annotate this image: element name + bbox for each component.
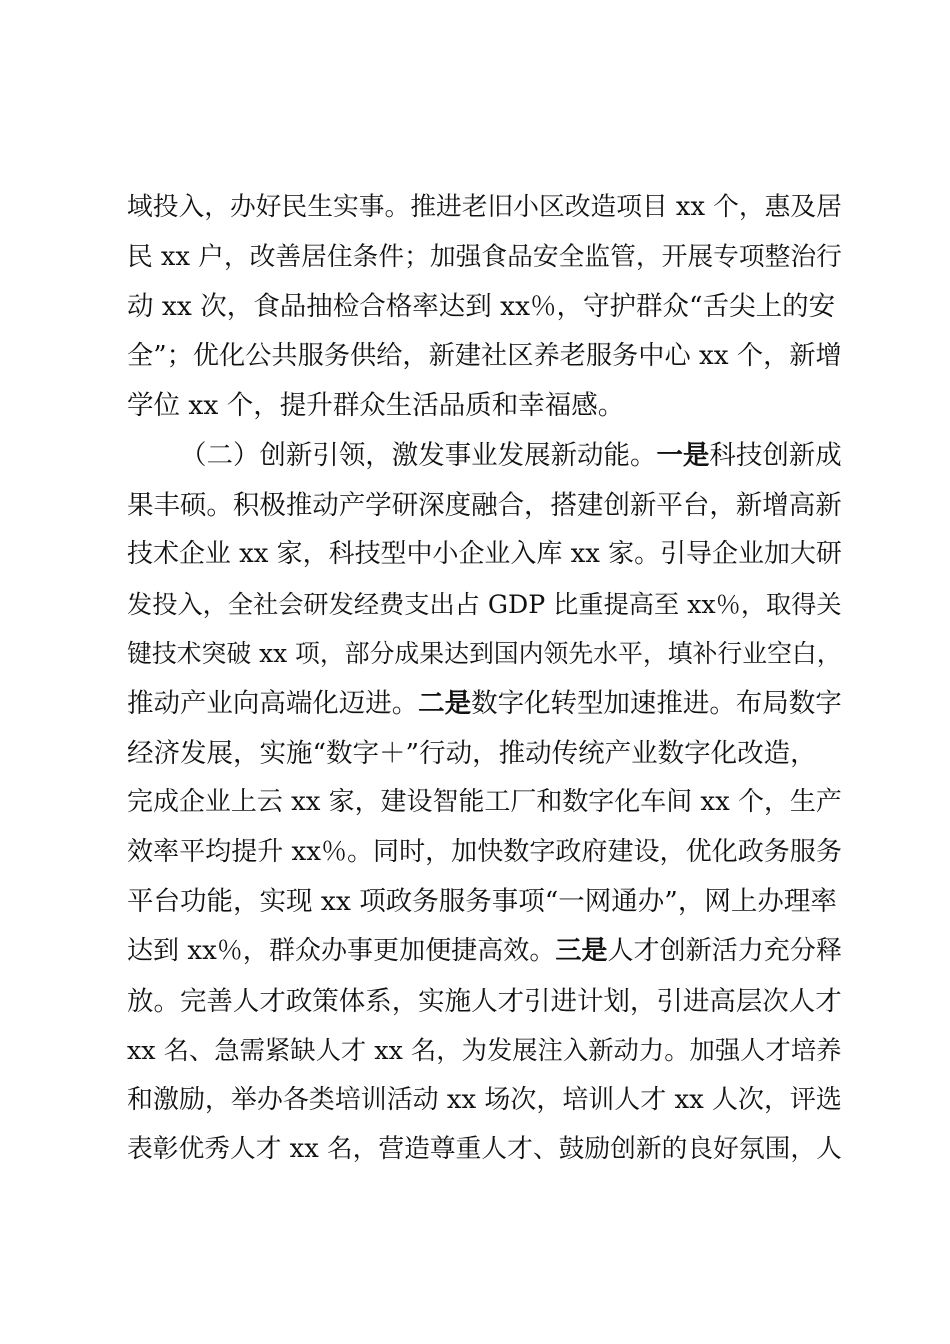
line-text: 人才创新活力充分释 bbox=[607, 935, 842, 966]
line-text: 发投入，全社会研发经费支出占 GDP 比重提高至 xx％，取得关 bbox=[127, 589, 842, 619]
line-text: 果丰硕。积极推动产学研深度融合，搭建创新平台，新增高新 bbox=[127, 489, 842, 521]
text-line bbox=[127, 282, 842, 332]
line-text: xx 名、急需紧缺人才 xx 名，为发展注入新动力。加强人才培养 bbox=[127, 1035, 842, 1066]
line-text: 推动产业向高端化迈进。 bbox=[127, 687, 419, 719]
line-text: 放。完善人才政策体系，实施人才引进计划，引进高层次人才 bbox=[127, 985, 842, 1017]
text-line bbox=[127, 381, 842, 431]
point-marker-1: 一是 bbox=[656, 439, 710, 471]
line-text: 全”；优化公共服务供给，新建社区养老服务中心 xx 个，新增 bbox=[127, 340, 842, 371]
line-text: 达到 xx％，群众办事更加便捷高效。 bbox=[127, 935, 556, 966]
line-text: 效率平均提升 xx％。同时，加快数字政府建设，优化政务服务 bbox=[127, 836, 842, 867]
text-line bbox=[127, 481, 842, 531]
text-line bbox=[127, 1026, 842, 1076]
text-line bbox=[127, 233, 842, 283]
text-line bbox=[127, 927, 842, 977]
section-heading-line bbox=[127, 431, 842, 481]
line-text: 平台功能，实现 xx 项政务服务事项“一网通办”，网上办理率 bbox=[127, 886, 837, 918]
text-line bbox=[127, 1076, 842, 1126]
text-line bbox=[127, 530, 842, 580]
point-marker-2: 二是 bbox=[418, 687, 472, 719]
text-line bbox=[127, 1125, 842, 1175]
line-text: 完成企业上云 xx 家，建设智能工厂和数字化车间 xx 个，生产 bbox=[127, 787, 842, 818]
line-text: 动 xx 次，食品抽检合格率达到 xx％，守护群众“舌尖上的安 bbox=[127, 291, 836, 323]
text-line bbox=[127, 580, 842, 630]
text-line bbox=[127, 332, 842, 382]
text-line bbox=[127, 977, 842, 1027]
line-text: 数字化转型加速推进。布局数字 bbox=[471, 687, 842, 719]
line-text: 域投入，办好民生实事。推进老旧小区改造项目 xx 个，惠及居 bbox=[127, 192, 842, 222]
text-line bbox=[127, 828, 842, 878]
line-text: 键技术突破 xx 项，部分成果达到国内领先水平，填补行业空白， bbox=[127, 639, 842, 669]
line-text: 经济发展，实施“数字＋”行动，推动传统产业数字化改造， bbox=[127, 737, 817, 769]
line-text: 和激励，举办各类培训活动 xx 场次，培训人才 xx 人次，评选 bbox=[127, 1084, 842, 1115]
line-text: 表彰优秀人才 xx 名，营造尊重人才、鼓励创新的良好氛围，人 bbox=[127, 1134, 842, 1165]
body-text bbox=[127, 183, 842, 1175]
text-line bbox=[127, 877, 842, 927]
text-line bbox=[127, 729, 842, 779]
text-line bbox=[127, 183, 842, 233]
point-marker-3: 三是 bbox=[555, 935, 608, 966]
text-line bbox=[127, 679, 842, 729]
text-line bbox=[127, 778, 842, 828]
line-text: 民 xx 户，改善居住条件；加强食品安全监管，开展专项整治行 bbox=[127, 241, 842, 272]
line-text: 学位 xx 个，提升群众生活品质和幸福感。 bbox=[127, 390, 625, 422]
line-text: 科技创新成 bbox=[709, 439, 842, 471]
line-text: 技术企业 xx 家，科技型中小企业入库 xx 家。引导企业加大研 bbox=[127, 539, 842, 570]
text-line bbox=[127, 629, 842, 679]
section-heading: （二）创新引领，激发事业发展新动能。 bbox=[180, 439, 657, 471]
